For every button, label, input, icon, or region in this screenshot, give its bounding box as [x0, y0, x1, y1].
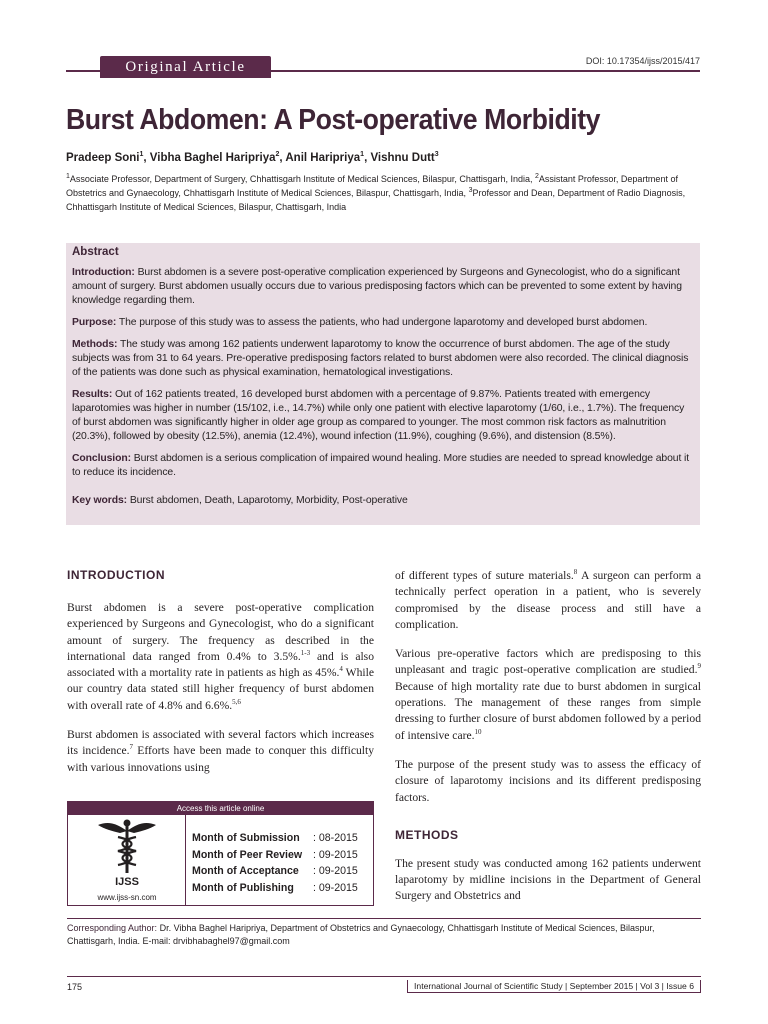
body-text: Burst abdomen is associated with several factors which increases its incidence. [67, 728, 374, 758]
affil-sup: 3 [468, 187, 473, 194]
affil-sup: 2 [534, 173, 539, 180]
citation[interactable]: 4 [339, 665, 343, 674]
abstract-methods [72, 338, 694, 380]
date-row [192, 863, 358, 880]
journal-url[interactable]: www.ijss-sn.com [97, 893, 157, 902]
date-value: : 09-2015 [313, 881, 358, 894]
body-text: Burst abdomen is a severe post-operative complication experienced by Surgeons and Gynecologist, who do a significant amount of surgery. The frequency as described in the international data ranged from 0.4% to 3.5%. [67, 601, 374, 663]
date-row [192, 830, 358, 847]
body-text: and is also associated with a mortality rate in patients as high as 45%. [67, 649, 374, 680]
access-article-box [67, 801, 374, 906]
right-column [395, 568, 701, 905]
abstract-label: Key words: [72, 495, 128, 506]
footer-rule [67, 976, 701, 977]
date-row [192, 847, 358, 864]
author-name: Vibha Baghel Haripriya [149, 152, 276, 164]
abstract-text: The purpose of this study was to assess the patients, who had undergone laparotomy and developed burst abdomen. [118, 317, 648, 328]
intro-paragraph-4 [395, 646, 701, 744]
intro-paragraph-2 [67, 727, 374, 776]
abstract-results [72, 388, 694, 444]
introduction-heading: INTRODUCTION [67, 568, 165, 582]
intro-paragraph-5: The purpose of the present study was to assess the efficacy of closure of laparotomy incisions and its different predisposing factors. [395, 757, 701, 804]
author-name: Pradeep Soni [66, 152, 140, 164]
date-row [192, 880, 358, 897]
affiliation-2: Assistant Professor, Department of Obstetrics and Gynaecology, Chhattisgarh Institute of Medical Sciences, Bilaspur, Chattisgarh, India, [66, 174, 678, 198]
abstract-purpose [72, 316, 694, 330]
author-sup: 3 [434, 151, 439, 159]
affiliation-3: Professor and Dean, Department of Radio Diagnosis, Chhattisgarh Institute of Medical Sciences, Bilaspur, Chattisgarh, India [66, 188, 686, 212]
citation[interactable]: 9 [697, 662, 701, 671]
abstract-text: Burst abdomen is a severe post-operative complication experienced by Surgeons and Gynecologist, who do a significant amount of surgery. Burst abdomen usually occurs due to various predisposing factors which can be prevented to some extent by having knowledge regarding them. [72, 267, 682, 306]
date-value: : 09-2015 [313, 848, 358, 861]
abstract-text: Burst abdomen, Death, Laparotomy, Morbidity, Post-operative [129, 495, 408, 506]
citation[interactable]: 5,6 [232, 697, 241, 706]
date-label: Month of Peer Review [192, 848, 303, 861]
date-value: : 09-2015 [313, 865, 358, 877]
article-title: Burst Abdomen: A Post-operative Morbidity [66, 104, 601, 136]
doi[interactable]: DOI: 10.17354/ijss/2015/417 [585, 56, 700, 66]
author-list: Pradeep Soni$^1$, Vibha Baghel Haripriya$^2$, Anil Haripriya$^1$, Vishnu Dutt$^3$ [66, 151, 439, 164]
abstract-label: Purpose: [72, 317, 117, 328]
citation[interactable]: 7 [129, 743, 134, 752]
body-text: A surgeon can perform a technically perfect operation in a patient, who is severely compromised by the disease process and still have a complication. [395, 569, 701, 631]
corresponding-text: Dr. Vibha Baghel Haripriya, Department of Obstetrics and Gynaecology, Chhattisgarh Institute of Medical Sciences, Bilaspur, Chattisgarh, India. E-mail: drvibhabaghel97@gmail.com [67, 923, 655, 946]
abstract-conclusion [72, 452, 694, 480]
affil-sup: 1 [66, 173, 70, 180]
citation[interactable]: 10 [474, 727, 482, 736]
corresponding-author [67, 918, 701, 948]
date-label: Month of Publishing [192, 881, 294, 894]
author-sup: 2 [275, 151, 280, 159]
affiliation-1: Associate Professor, Department of Surgery, Chhattisgarh Institute of Medical Sciences, Bilaspur, Chattisgarh, India, [69, 174, 533, 184]
journal-citation: International Journal of Scientific Study | September 2015 | Vol 3 | Issue 6 [407, 980, 701, 993]
abstract-label: Conclusion: [72, 453, 131, 464]
date-label: Month of Acceptance [192, 865, 299, 877]
author-sup: 1 [360, 151, 365, 159]
author-name: Vishnu Dutt [370, 152, 435, 164]
caduceus-icon [68, 815, 186, 893]
body-text: Efforts have been made to conquer this difficulty with various innovations using [67, 744, 374, 774]
abstract-heading: Abstract [72, 246, 119, 258]
citation[interactable]: 8 [573, 568, 578, 577]
author-name: Anil Haripriya [285, 152, 361, 164]
body-text: Various pre-operative factors which are predisposing to this unpleasant and tragic post-operative complication are studied. [395, 647, 701, 677]
body-text: While our country data stated still higher frequency of burst abdomen with overall rate of 4.8% and 6.6%. [67, 666, 374, 712]
publication-dates [192, 830, 358, 896]
methods-paragraph-1: The present study was conducted among 162 patients underwent laparotomy by midline incisions in the Department of General Surgery and Obstetrics and [395, 856, 701, 903]
date-value: : 08-2015 [313, 832, 358, 844]
abstract-keywords [72, 494, 694, 508]
logo-text: IJSS [115, 876, 139, 888]
abstract-box [66, 243, 700, 525]
body-text: Because of high mortality rate due to burst abdomen in surgical operations. The management of these ranges from simple dressing to further closure of burst abdomen followed by a period of intensive care. [395, 679, 701, 742]
left-column [67, 568, 374, 776]
abstract-label: Introduction: [72, 267, 135, 278]
article-type-tag: Original Article [100, 56, 271, 78]
affiliations [66, 172, 706, 214]
abstract-text: Burst abdomen is a serious complication of impaired wound healing. More studies are needed to spread knowledge about it to reduce its incidence. [72, 453, 690, 478]
citation[interactable]: 1-3 [300, 649, 311, 658]
access-bar: Access this article online [68, 802, 373, 815]
date-label: Month of Submission [192, 832, 300, 844]
intro-paragraph-1 [67, 600, 374, 714]
abstract-label: Results: [72, 389, 113, 400]
journal-logo [68, 815, 186, 906]
abstract-text: The study was among 162 patients underwent laparotomy to know the occurrence of burst abdomen. The age of the study subjects was from 31 to 64 years. Pre-operative predisposing factors related to burst abdomen were also recorded. The clinical diagnosis of the patients was done such as physical examination, hematological investigations. [72, 339, 689, 378]
abstract-text: Out of 162 patients treated, 16 developed burst abdomen with a percentage of 9.87%. Patients treated with emergency laparotomies was higher in number (15/102, i.e., 14.7%) while only one patient with elective laparotomy (1/60, i.e., 1.7%). The frequency of burst abdomen was significantly higher in older age group as compared to younger. The most common risk factors as malnutrition (20.3%), followed by obesity (12.5%), anemia (12.4%), wound infection (11.9%), coughing (9.6%), and distension (8.5%). [72, 389, 685, 442]
author-sup: 1 [139, 151, 144, 159]
methods-heading: METHODS [395, 827, 459, 842]
page-number: 175 [67, 982, 83, 992]
body-text: of different types of suture materials. [395, 569, 574, 582]
abstract-label: Methods: [72, 339, 118, 350]
corresponding-label: Corresponding Author: [67, 923, 158, 933]
intro-paragraph-3 [395, 568, 701, 633]
abstract-introduction [72, 266, 694, 308]
